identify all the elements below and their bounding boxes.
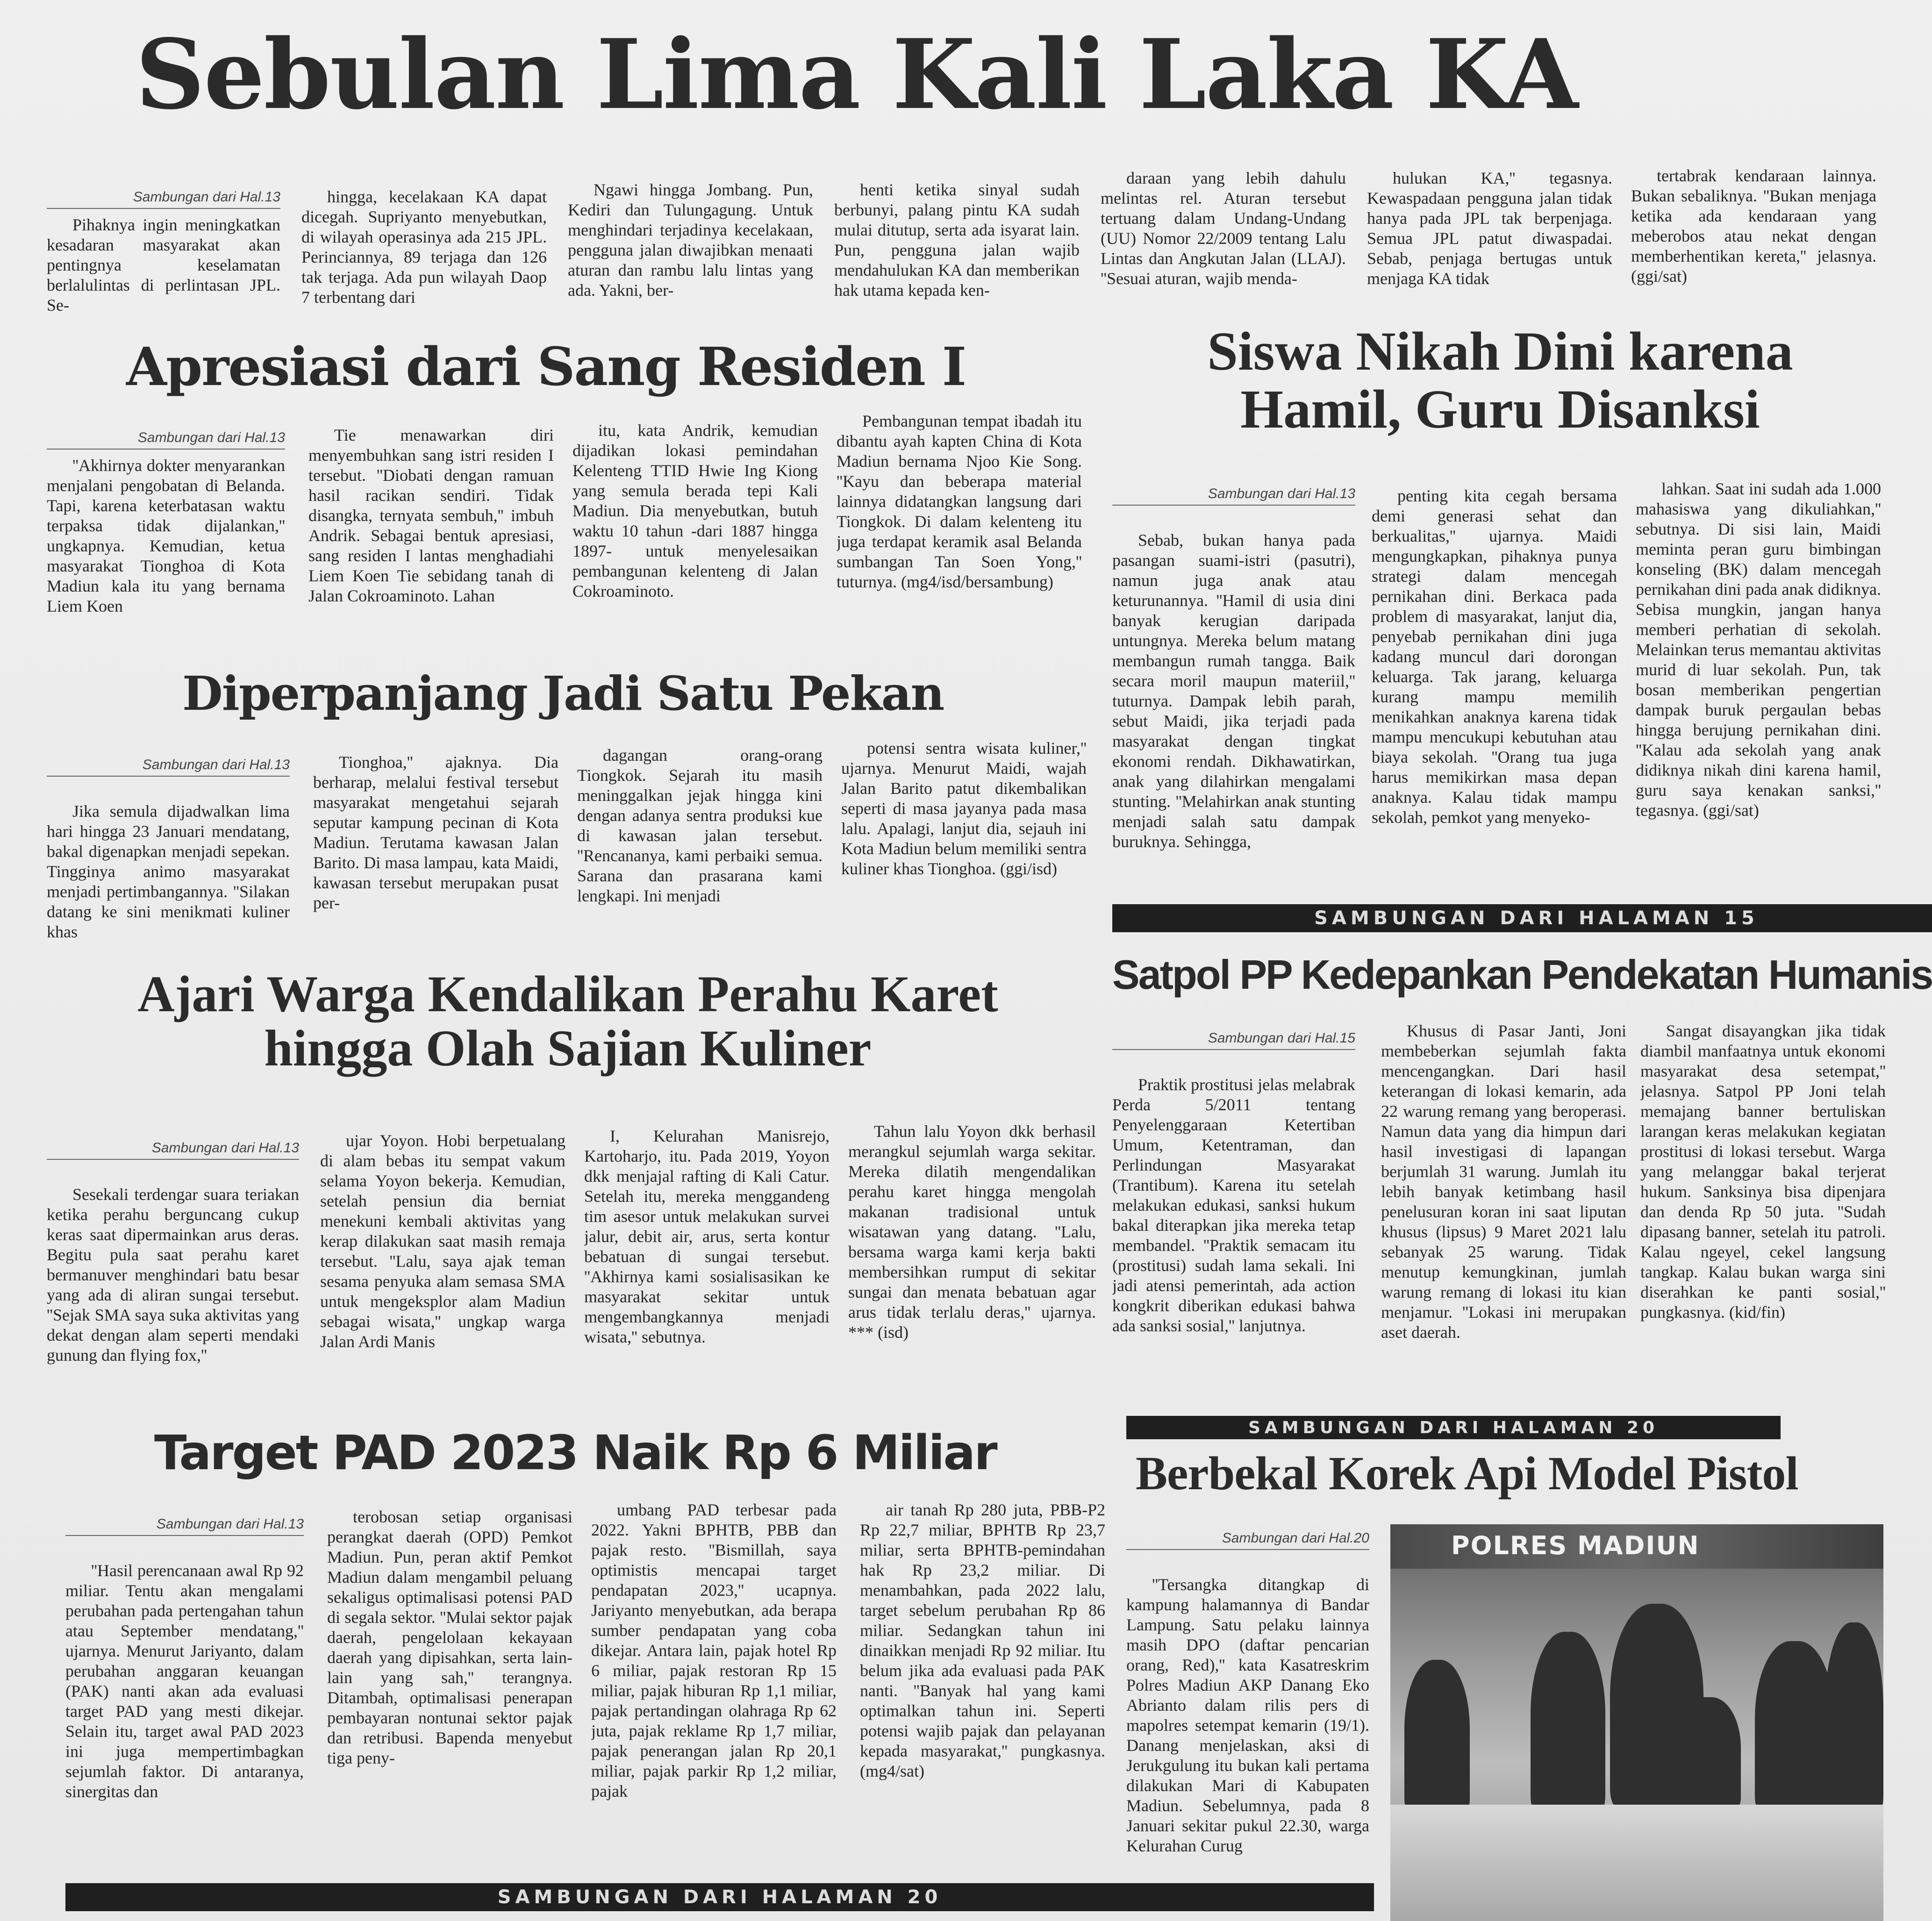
article-laka-column-6: hulukan KA,'' tegasnya. Kewaspadaan pengguna jalan tidak hanya pada JPL tak berpenjaga. Semua JPL patut diwaspadai. Sebab, penjaga bertugas untuk menjaga KA tidak bbox=[1367, 169, 1612, 288]
article-pad-column-3: umbang PAD terbesar pada 2022. Yakni BPHTB, PBB dan pajak resto. ''Bismillah, saya optimistis mencapai target pendapatan 2023,'' ucapnya. Jariyanto menyebutkan, ada berapa sumber pendapatan yang coba dikejar. Antara lain, pajak hotel Rp 6 miliar, pajak restoran Rp 15 miliar, pajak hiburan Rp 1,1 miliar, pajak pertandingan olahraga Rp 62 juta, pajak reklame Rp 1,7 miliar, pajak penerangan jalan Rp 20,1 miliar, pajak parkir Rp 1,2 miliar, pajak bbox=[591, 1500, 837, 1800]
article-pad-source: Sambungan dari Hal.13 bbox=[65, 1516, 304, 1536]
article-residen-column-1: ''Akhirnya dokter menyarankan menjalani pengobatan di Belanda. Tapi, karena keterbatasan waktu terpaksa tidak dijalankan,'' ungkapnya. Kemudian, ketua masyarakat Tionghoa di Kota Madiun kala itu yang bernama Liem Koen bbox=[47, 456, 285, 615]
article-perahu-title-line1: Ajari Warga Kendalikan Perahu Karet bbox=[137, 965, 998, 1022]
article-siswa-column-2: penting kita cegah bersama demi generasi sehat dan berkualitas,'' ujarnya. Maidi mengungkapkan, pihaknya punya strategi dalam mencegah pernikahan dini. Berkaca pada problem di masyarakat, lanjut dia, penyebab pernikahan dini juga kadang muncul dari dorongan keluarga. Tak jarang, keluarga kurang mampu memilih menikahkan anaknya karena tidak mampu mencukupi kebutuhan atau biaya sekolah. ''Orang tua juga harus memikirkan masa depan anaknya. Kalau tidak mampu sekolah, pemkot yang menyeko- bbox=[1372, 486, 1617, 827]
article-perahu-title bbox=[70, 967, 1066, 1075]
article-perahu-column-4: Tahun lalu Yoyon dkk berhasil merangkul sejumlah warga sekitar. Mereka dilatih mengendalikan perahu karet hingga mengolah makanan tradisional untuk wisatawan yang datang. ''Lalu, bersama warga kami kerja bakti membersihkan rumput di sekitar sungai dan menata bebatuan agar arus tidak terlalu deras,'' ujarnya. *** (isd) bbox=[848, 1122, 1096, 1342]
article-siswa-source: Sambungan dari Hal.13 bbox=[1112, 486, 1355, 506]
continuation-banner-page-20-upper: SAMBUNGAN DARI HALAMAN 20 bbox=[1126, 1416, 1781, 1439]
article-residen-title: Apresiasi dari Sang Residen I bbox=[126, 336, 966, 398]
main-headline: Sebulan Lima Kali Laka KA bbox=[136, 19, 1578, 131]
article-siswa-column-1: Sebab, bukan hanya pada pasangan suami-istri (pasutri), namun juga anak atau keturunannya. ''Hamil di usia dini banyak kerugian daripada untungnya. Mereka belum matang membangun rumah tangga. Baik secara moril maupun materiil,'' tuturnya. Dampak lebih parah, sebut Maidi, jika terjadi pada masyarakat dengan tingkat ekonomi rendah. Dikhawatirkan, anak yang dilahirkan mengalami stunting. ''Melahirkan anak stunting menjadi salah satu dampak buruknya. Sehingga, bbox=[1112, 531, 1355, 851]
article-laka-column-4: henti ketika sinyal sudah berbunyi, palang pintu KA sudah mulai ditutup, serta ada isyarat lain. Pun, pengguna jalan wajib mendahulukan KA dan memberikan hak utama kepada ken- bbox=[834, 180, 1080, 300]
article-siswa-title-line1: Siswa Nikah Dini karena bbox=[1207, 321, 1793, 382]
article-pekan-column-2: Tionghoa,'' ajaknya. Dia berharap, melalui festival tersebut masyarakat mengetahui sejarah seputar kampung pecinan di Kota Madiun. Terutama kawasan Jalan Barito. Di masa lampau, kata Maidi, kawasan tersebut merupakan pusat per- bbox=[313, 753, 558, 912]
article-korek-column-1: ''Tersangka ditangkap di kampung halamannya di Bandar Lampung. Satu pelaku lainnya masih DPO (daftar pencarian orang, Red),'' kata Kasatreskrim Polres Madiun AKP Danang Eko Abrianto dalam rilis pers di mapolres setempat kemarin (19/1). Danang menjelaskan, aksi di Jerukgulung itu bukan kali pertama dilakukan Mari di Kabupaten Madiun. Sebelumnya, pada 8 Januari sekitar pukul 22.30, warga Kelurahan Curug bbox=[1126, 1575, 1369, 1855]
continuation-banner-page-15: SAMBUNGAN DARI HALAMAN 15 bbox=[1112, 904, 1932, 932]
article-perahu-title-line2: hingga Olah Sajian Kuliner bbox=[264, 1019, 872, 1077]
article-residen-column-2: Tie menawarkan diri menyembuhkan sang istri residen I tersebut. ''Diobati dengan ramuan hasil racikan sendiri. Tidak disangka, ternyata sembuh,'' imbuh Andrik. Sebagai bentuk apresiasi, sang residen I lantas menghadiahi Liem Koen Tie sebidang tanah di Jalan Cokroaminoto. Lahan bbox=[308, 426, 554, 605]
article-laka-column-1: Pihaknya ingin meningkatkan kesadaran masyarakat akan pentingnya keselamatan berlalulintas di perlintasan JPL. Se- bbox=[47, 215, 280, 314]
article-siswa-title-line2: Hamil, Guru Disanksi bbox=[1240, 378, 1760, 440]
photo-officer-far-right bbox=[1825, 1622, 1883, 1814]
article-perahu-source: Sambungan dari Hal.13 bbox=[47, 1140, 299, 1160]
photo-suspect bbox=[1675, 1697, 1741, 1809]
article-residen-column-4: Pembangunan tempat ibadah itu dibantu ayah kapten China di Kota Madiun bernama Njoo Kie Song. ''Kayu dan beberapa material lainnya didatangkan langsung dari Tiongkok. Di dalam kelenteng itu juga terdapat keramik asal Belanda sumbangan Tan Soen Yong,'' tuturnya. (mg4/isd/bersambung) bbox=[837, 412, 1082, 591]
photo-officer-right bbox=[1755, 1641, 1834, 1814]
photo-officer-center-left bbox=[1531, 1632, 1605, 1814]
article-satpol-column-3: Sangat disayangkan jika tidak diambil manfaatnya untuk ekonomi masyarakat desa setempat,'' jelasnya. Satpol PP Joni telah memajang banner bertuliskan larangan keras melakukan kegiatan prostitusi di lokasi tersebut. Warga yang melanggar bakal terjerat hukum. Sanksinya bisa dipenjara dan denda Rp 50 juta. ''Sudah dipasang banner, setelah itu patroli. Kalau ngeyel, cekel langsung tangkap. Kalau bukan warga sini diserahkan ke panti sosial,'' pungkasnya. (kid/fin) bbox=[1640, 1021, 1886, 1321]
photo-evidence-table bbox=[1390, 1805, 1883, 1921]
article-satpol-column-2: Khusus di Pasar Janti, Joni membeberkan sejumlah fakta mencengangkan. Dari hasil keterangan di lokasi kemarin, ada 22 warung remang yang beroperasi. Namun data yang dia himpun dari hasil investigasi di lapangan berjumlah 31 warung. Jumlah itu lebih banyak ketimbang hasil penelusuran koran ini saat liputan khusus (lipsus) 9 Maret 2021 lalu sebanyak 25 warung. Tidak menutup kemungkinan, jumlah warung remang di lokasi itu kian menjamur. ''Lokasi ini merupakan aset daerah. bbox=[1381, 1021, 1626, 1342]
article-pekan-column-3: dagangan orang-orang Tiongkok. Sejarah itu masih meninggalkan jejak hingga kini dengan adanya sentra produksi kue di kawasan jalan tersebut. ''Rencananya, kami perbaiki semua. Sarana dan prasarana kami lengkapi. Ini menjadi bbox=[577, 746, 823, 905]
article-pekan-title: Diperpanjang Jadi Satu Pekan bbox=[182, 666, 944, 721]
press-conference-photo bbox=[1390, 1524, 1883, 1921]
article-korek-source: Sambungan dari Hal.20 bbox=[1126, 1530, 1369, 1550]
article-pekan-column-4: potensi sentra wisata kuliner,'' ujarnya. Menurut Maidi, wajah Jalan Barito patut dikembalikan seperti di masa jayanya pada masa lalu. Apalagi, lanjut dia, sejauh ini Kota Madiun belum memiliki sentra kuliner khas Tionghoa. (ggi/isd) bbox=[841, 739, 1087, 878]
article-satpol-source: Sambungan dari Hal.15 bbox=[1112, 1030, 1355, 1050]
article-laka-column-7: tertabrak kendaraan lainnya. Bukan sebaliknya. ''Bukan menjaga ketika ada kendaraan yang meberobos atau nekat dengan memberhentikan kereta,'' jelasnya. (ggi/sat) bbox=[1631, 166, 1876, 286]
continuation-banner-page-20-lower: SAMBUNGAN DARI HALAMAN 20 bbox=[65, 1883, 1374, 1911]
photo-officer-left bbox=[1404, 1660, 1470, 1814]
article-korek-title: Berbekal Korek Api Model Pistol bbox=[1136, 1447, 1798, 1500]
article-perahu-column-3: I, Kelurahan Manisrejo, Kartoharjo, itu. Pada 2019, Yoyon dkk menjajal rafting di Kali Catur. Setelah itu, mereka menggandeng tim asesor untuk melakukan survei jalur, debit air, arus, serta kontur bebatuan di sungai tersebut. ''Akhirnya kami sosialisasikan ke masyarakat sekitar untuk mengembangkannya menjadi wisata,'' sebutnya. bbox=[584, 1127, 830, 1346]
article-pekan-source: Sambungan dari Hal.13 bbox=[47, 757, 290, 777]
article-pad-title: Target PAD 2023 Naik Rp 6 Miliar bbox=[154, 1425, 996, 1481]
article-pad-column-1: ''Hasil perencanaan awal Rp 92 miliar. Tentu akan mengalami perubahan pada pertengahan tahun atau September mendatang,'' ujarnya. Menurut Jariyanto, dalam perubahan anggaran keuangan (PAK) nanti akan ada evaluasi target PAD yang mesti dikejar. Selain itu, target awal PAD 2023 ini juga mempertimbagkan sejumlah faktor. Di antaranya, sinergitas dan bbox=[65, 1561, 304, 1801]
article-laka-column-3: Ngawi hingga Jombang. Pun, Kediri dan Tulungagung. Untuk menghindari terjadinya kecelakaan, pengguna jalan diwajibkan menaati aturan dan rambu lalu lintas yang ada. Yakni, ber- bbox=[568, 180, 813, 300]
article-siswa-title bbox=[1117, 322, 1883, 438]
article-residen-source: Sambungan dari Hal.13 bbox=[47, 430, 285, 450]
article-satpol-title: Satpol PP Kedepankan Pendekatan Humanis bbox=[1112, 951, 1932, 998]
article-pad-column-2: terobosan setiap organisasi perangkat daerah (OPD) Pemkot Madiun. Pun, peran aktif Pemkot Madiun dalam mengambil peluang sekaligus optimalisasi potensi PAD di segala sektor. ''Mulai sektor pajak daerah, pengelolaan kekayaan daerah yang dipisahkan, serta lain-lain yang sah,'' terangnya. Ditambah, optimalisasi penerapan pembayaran nontunai sektor pajak dan retribusi. Bapenda menyebut tiga peny- bbox=[327, 1507, 572, 1767]
article-laka-column-2: hingga, kecelakaan KA dapat dicegah. Supriyanto menyebutkan, di wilayah operasinya ada 215 JPL. Perinciannya, 89 terjaga dan 126 tak terjaga. Ada pun wilayah Daop 7 terbentang dari bbox=[301, 187, 547, 307]
article-perahu-column-2: ujar Yoyon. Hobi berpetualang di alam bebas itu sempat vakum selama Yoyon bekerja. Kemudian, setelah pensiun dia berniat menekuni kembali aktivitas yang kerap dilakukan saat masih remaja tersebut. ''Lalu, saya ajak teman sesama penyuka alam semasa SMA untuk mengeksplor alam Madiun sebagai wisata,'' ungkap warga Jalan Ardi Manis bbox=[320, 1131, 565, 1351]
article-satpol-column-1: Praktik prostitusi jelas melabrak Perda 5/2011 tentang Penyelenggaraan Ketertiban Umum, Ketentraman, dan Perlindungan Masyarakat (Trantibum). Karena itu setelah melakukan edukasi, sanksi hukum bakal diterapkan jika mereka tetap membandel. ''Praktik semacam itu (prostitusi) sudah lama sekali. Ini jadi atensi pemerintah, ada action kongkrit diberikan edukasi bahwa ada sanksi sosial,'' lanjutnya. bbox=[1112, 1075, 1355, 1335]
article-laka-column-5: daraan yang lebih dahulu melintas rel. Aturan tersebut tertuang dalam Undang-Undang (UU) Nomor 22/2009 tentang Lalu Lintas dan Angkutan Jalan (LLAJ). ''Sesuai aturan, wajib menda- bbox=[1101, 169, 1346, 288]
article-residen-column-3: itu, kata Andrik, kemudian dijadikan lokasi pemindahan Kelenteng TTID Hwie Ing Kiong yang semula berada tepi Kali Madiun. Dia menyebutkan, butuh waktu 10 tahun -dari 1887 hingga 1897- untuk menyelesaikan pembangunan kelenteng di Jalan Cokroaminoto. bbox=[572, 421, 818, 600]
photo-banner-text: POLRES MADIUN bbox=[1451, 1531, 1700, 1560]
article-laka-source: Sambungan dari Hal.13 bbox=[47, 189, 280, 209]
article-perahu-column-1: Sesekali terdengar suara teriakan ketika perahu berguncang cukup keras saat dipermainkan arus deras. Begitu pula saat perahu karet bermanuver menghindari batu besar yang ada di aliran sungai tersebut. ''Sejak SMA saya suka aktivitas yang dekat dengan alam seperti mendaki gunung dan flying fox,'' bbox=[47, 1185, 299, 1364]
article-pad-column-4: air tanah Rp 280 juta, PBB-P2 Rp 22,7 miliar, BPHTB Rp 23,7 miliar, serta BPHTB-pemindahan hak Rp 23,2 miliar. Di menambahkan, pada 2022 lalu, target sebelum perubahan Rp 86 miliar. Sedangkan tahun ini dinaikkan menjadi Rp 92 miliar. Itu belum jika ada evaluasi pada PAK nanti. ''Banyak hal yang kami optimalkan tahun ini. Seperti potensi wajib pajak dan pelayanan kepada masyarakat,'' pungkasnya. (mg4/sat) bbox=[860, 1500, 1105, 1780]
article-siswa-column-3: lahkan. Saat ini sudah ada 1.000 mahasiswa yang dikuliahkan,'' sebutnya. Di sisi lain, Maidi meminta peran guru bimbingan konseling (BK) dalam mencegah pernikahan dini pada anak didiknya. Sebisa mungkin, jangan hanya memberi perhatian di sekolah. Melainkan terus memantau aktivitas murid di luar sekolah. Pun, tak bosan memberikan pengertian dampak buruk pergaulan bebas hingga berujung pernikahan dini. ''Kalau ada sekolah yang anak didiknya nikah dini karena hamil, guru saya kenakan sanksi,'' tegasnya. (ggi/sat) bbox=[1636, 479, 1881, 820]
article-pekan-column-1: Jika semula dijadwalkan lima hari hingga 23 Januari mendatang, bakal digenapkan menjadi sepekan. Tingginya animo masyarakat menjadi pertimbangannya. ''Silakan datang ke sini menikmati kuliner khas bbox=[47, 802, 290, 941]
